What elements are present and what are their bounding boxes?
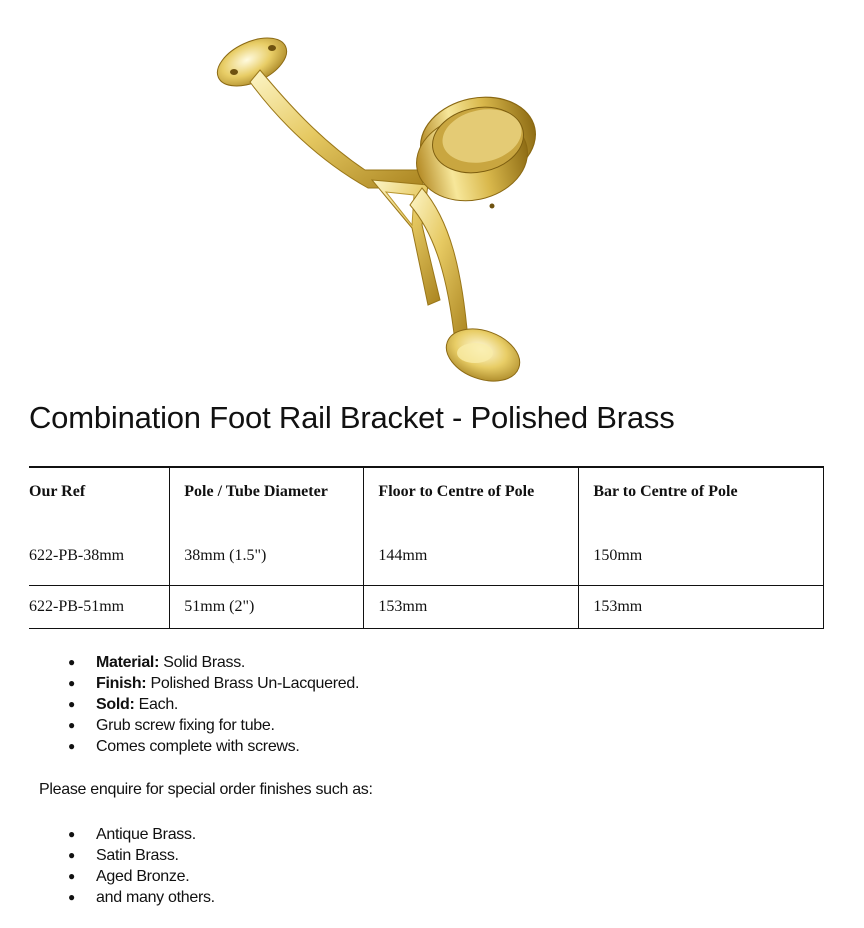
bullet-icon: ● <box>68 697 75 711</box>
feature-label: Sold: <box>96 696 135 713</box>
list-item <box>0 887 215 908</box>
list-item <box>0 866 215 887</box>
finish-list <box>0 824 215 908</box>
feature-text: Polished Brass Un-Lacquered. <box>150 675 360 692</box>
cell-bar-to-centre: 153mm <box>579 586 824 629</box>
feature-label: Material: <box>96 654 160 671</box>
cell-ref: 622-PB-51mm <box>29 586 170 629</box>
bullet-icon: ● <box>68 827 75 841</box>
bullet-icon: ● <box>68 739 75 753</box>
feature-text: Comes complete with screws. <box>96 738 300 755</box>
feature-label: Finish: <box>96 675 147 692</box>
finish-text: Satin Brass. <box>96 847 179 864</box>
list-item <box>0 652 359 673</box>
feature-text: Grub screw fixing for tube. <box>96 717 275 734</box>
cell-diameter: 38mm (1.5") <box>170 543 364 586</box>
page-title: Combination Foot Rail Bracket - Polished Brass <box>29 400 675 435</box>
list-item <box>0 673 359 694</box>
bullet-icon: ● <box>68 869 75 883</box>
list-item <box>0 736 359 757</box>
list-item <box>0 845 215 866</box>
list-item <box>0 694 359 715</box>
finish-text: Aged Bronze. <box>96 868 190 885</box>
finish-text: Antique Brass. <box>96 826 196 843</box>
enquire-text: Please enquire for special order finishes such as: <box>39 781 373 798</box>
cell-floor-to-centre: 153mm <box>364 586 579 629</box>
list-item <box>0 824 215 845</box>
header-our-ref: Our Ref <box>29 483 86 500</box>
table-header-row <box>29 467 824 543</box>
finish-text: and many others. <box>96 889 215 906</box>
cell-floor-to-centre: 144mm <box>364 543 579 586</box>
table-row <box>29 586 824 629</box>
bullet-icon: ● <box>68 890 75 904</box>
cell-diameter: 51mm (2") <box>170 586 364 629</box>
feature-list <box>0 652 359 757</box>
bullet-icon: ● <box>68 676 75 690</box>
foot-rail-bracket-image <box>200 20 560 390</box>
header-floor-to-centre: Floor to Centre of Pole <box>364 467 579 543</box>
cell-ref: 622-PB-38mm <box>29 547 125 564</box>
feature-text: Solid Brass. <box>163 654 246 671</box>
feature-text: Each. <box>138 696 179 713</box>
header-bar-to-centre: Bar to Centre of Pole <box>579 467 824 543</box>
list-item <box>0 715 359 736</box>
spec-table <box>29 466 824 629</box>
table-row <box>29 543 824 586</box>
header-pole-tube-diameter: Pole / Tube Diameter <box>170 467 364 543</box>
cell-bar-to-centre: 150mm <box>579 543 824 586</box>
bullet-icon: ● <box>68 718 75 732</box>
bullet-icon: ● <box>68 848 75 862</box>
bullet-icon: ● <box>68 655 75 669</box>
